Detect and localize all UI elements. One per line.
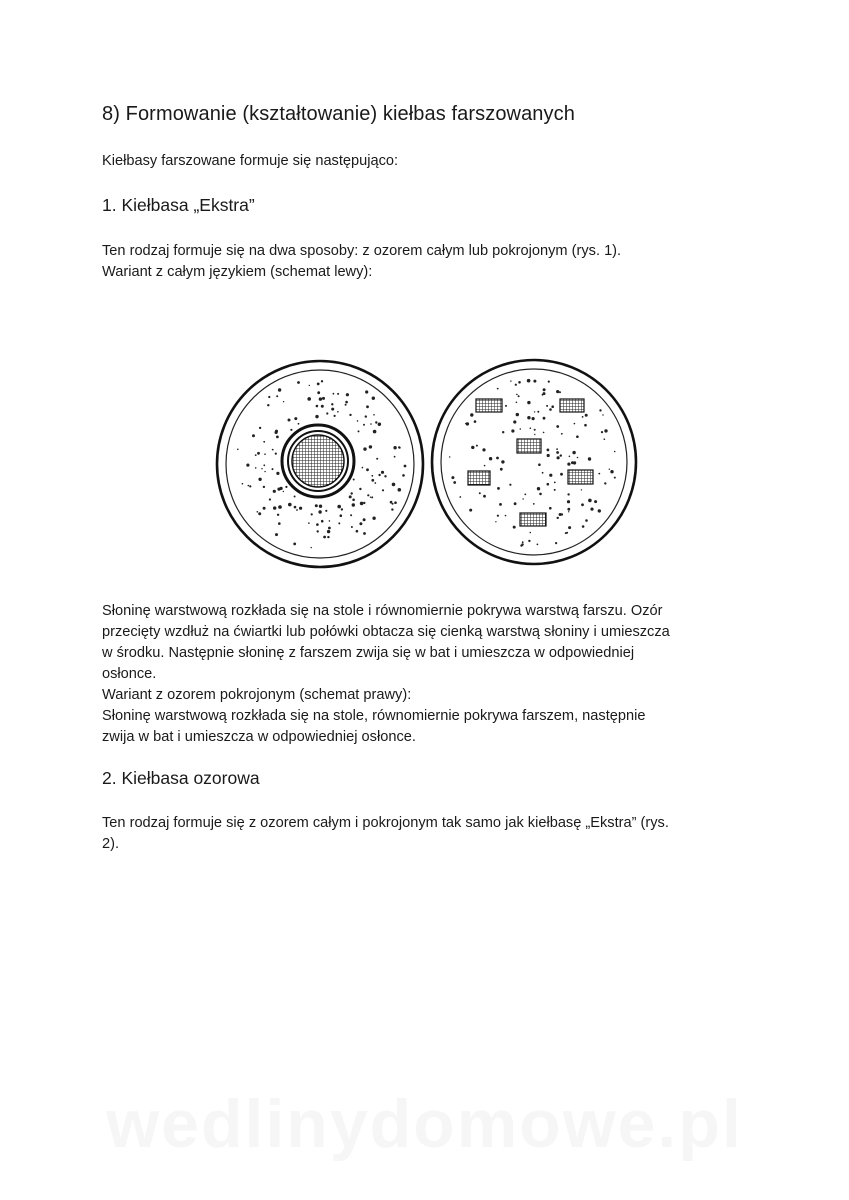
section-1-line-4: przecięty wzdłuż na ćwiartki lub połówki obtacza się cienką warstwą słoniny i umieszcza	[102, 624, 670, 640]
fat-speck	[371, 496, 373, 498]
fat-speck	[556, 451, 559, 454]
fat-speck	[581, 489, 582, 490]
fat-speck	[363, 447, 366, 450]
fat-speck	[546, 405, 548, 407]
fat-speck	[316, 523, 319, 526]
fat-speck	[296, 509, 298, 511]
fat-speck	[294, 496, 296, 498]
fat-speck	[614, 451, 616, 453]
fat-speck	[317, 391, 320, 394]
watermark: wedlinydomowe.pl	[106, 1086, 743, 1162]
fat-speck	[482, 448, 485, 451]
fat-speck	[511, 429, 514, 432]
fat-speck	[315, 415, 318, 418]
fat-speck	[237, 449, 239, 451]
fat-speck	[557, 456, 560, 459]
fat-speck	[264, 471, 265, 472]
section-2-heading: 2. Kiełbasa ozorowa	[102, 768, 260, 788]
fat-speck	[577, 457, 579, 459]
fat-speck	[311, 547, 312, 548]
fat-speck	[534, 411, 535, 412]
fat-speck	[257, 452, 260, 455]
fat-speck	[278, 505, 282, 509]
fat-speck	[518, 381, 521, 384]
fat-speck	[356, 530, 359, 533]
section-1-line-9: zwija w bat i umieszcza w odpowiedniej osłonce.	[102, 729, 416, 745]
fat-speck	[252, 434, 255, 437]
fat-speck	[533, 503, 535, 505]
fat-speck	[351, 526, 353, 528]
fat-speck	[505, 405, 507, 407]
fat-speck	[370, 497, 371, 498]
section-2-line-2: 2).	[102, 836, 120, 852]
section-2-line-1: Ten rodzaj formuje się z ozorem całym i pokrojonym tak samo jak kiełbasę „Ekstra” (rys.	[102, 815, 669, 831]
fat-speck	[345, 404, 347, 406]
fat-speck	[349, 495, 352, 498]
fat-speck	[516, 394, 518, 396]
section-1-line-5: w środku. Następnie słoninę z farszem zwija się w bat i umieszcza w odpowiedniej	[102, 645, 635, 661]
fat-speck	[572, 451, 575, 454]
fat-speck	[549, 474, 552, 477]
fat-speck	[567, 508, 570, 511]
fat-speck	[378, 423, 381, 426]
fat-speck	[537, 544, 539, 546]
fat-speck	[522, 498, 523, 499]
fat-speck	[537, 487, 540, 490]
fat-speck	[513, 526, 516, 529]
fat-speck	[258, 512, 261, 515]
fat-speck	[341, 508, 343, 510]
sausage-cross-section-figure	[212, 352, 646, 574]
fat-speck	[609, 469, 610, 470]
fat-speck	[520, 544, 522, 546]
section-1-line-2: Wariant z całym językiem (schemat lewy):	[102, 264, 373, 280]
fat-speck	[275, 533, 278, 536]
fat-speck	[497, 515, 499, 517]
section-1-line-7: Wariant z ozorem pokrojonym (schemat prawy):	[102, 687, 412, 703]
fat-speck	[588, 499, 592, 503]
fat-speck	[257, 511, 259, 513]
fat-speck	[255, 467, 257, 469]
fat-speck	[319, 505, 322, 508]
fat-speck	[557, 517, 559, 519]
fat-speck	[329, 520, 331, 522]
fat-speck	[568, 511, 569, 512]
fat-speck	[505, 515, 507, 517]
fat-speck	[559, 513, 562, 516]
fat-speck	[322, 397, 325, 400]
fat-speck	[515, 384, 517, 386]
fat-speck	[277, 488, 280, 491]
fat-speck	[542, 472, 544, 474]
fat-speck	[328, 527, 331, 530]
fat-speck	[367, 494, 369, 496]
fat-speck	[495, 521, 496, 522]
fat-speck	[276, 472, 279, 475]
fat-speck	[275, 453, 277, 455]
fat-speck	[604, 482, 606, 484]
fat-speck	[590, 508, 593, 511]
section-1-heading: 1. Kiełbasa „Ekstra”	[102, 195, 255, 215]
fat-speck	[483, 495, 486, 498]
fat-speck	[308, 522, 310, 524]
fat-speck	[556, 425, 559, 428]
fat-speck	[547, 449, 550, 452]
fat-speck	[514, 502, 517, 505]
fat-speck	[582, 525, 585, 528]
fat-speck	[527, 401, 530, 404]
fat-speck	[543, 388, 546, 391]
fat-speck	[604, 429, 607, 432]
fat-speck	[371, 479, 374, 482]
fat-speck	[365, 415, 367, 417]
fat-speck	[349, 414, 351, 416]
section-1-line-1: Ten rodzaj formuje się na dwa sposoby: z ozorem całym lub pokrojonym (rys. 1).	[102, 243, 622, 259]
fat-speck	[315, 504, 318, 507]
fat-speck	[293, 543, 296, 546]
fat-speck	[381, 471, 384, 474]
fat-speck	[363, 518, 366, 521]
fat-speck	[610, 470, 613, 473]
fat-speck	[534, 429, 536, 431]
fat-speck	[264, 453, 266, 455]
fat-speck	[520, 428, 522, 430]
fat-speck	[285, 486, 287, 488]
fat-speck	[499, 503, 502, 506]
fat-speck	[559, 391, 561, 393]
fat-speck	[614, 477, 616, 479]
fat-speck	[375, 421, 377, 423]
fat-speck	[516, 402, 518, 404]
fat-speck	[268, 396, 270, 398]
fat-speck	[537, 411, 539, 413]
fat-speck	[530, 427, 532, 429]
fat-speck	[353, 479, 355, 481]
fat-speck	[530, 532, 532, 534]
fat-speck	[376, 458, 378, 460]
fat-speck	[471, 446, 474, 449]
fat-speck	[594, 500, 597, 503]
fat-speck	[554, 482, 556, 484]
fat-speck	[534, 434, 535, 435]
fat-speck	[374, 482, 376, 484]
fat-speck	[384, 475, 386, 477]
fat-speck	[556, 390, 559, 393]
fat-speck	[497, 388, 499, 390]
fat-speck	[484, 465, 486, 467]
fat-speck	[393, 446, 396, 449]
fat-speck	[372, 517, 375, 520]
fat-speck	[331, 408, 334, 411]
fat-speck	[533, 380, 536, 383]
fat-speck	[276, 436, 279, 439]
fat-speck	[298, 423, 300, 425]
fat-speck	[299, 507, 302, 510]
fat-speck	[585, 519, 588, 522]
fat-speck	[275, 431, 278, 434]
fat-speck	[576, 435, 579, 438]
fat-speck	[290, 429, 292, 431]
whole-tongue-center	[282, 425, 354, 497]
fat-speck	[392, 483, 396, 487]
fat-speck	[561, 433, 563, 435]
fat-speck	[373, 414, 375, 416]
fat-speck	[372, 397, 375, 400]
fat-speck	[365, 390, 368, 393]
fat-speck	[351, 492, 353, 494]
fat-speck	[497, 487, 500, 490]
fat-speck	[584, 424, 587, 427]
fat-speck	[373, 430, 377, 434]
fat-speck	[334, 415, 336, 417]
fat-speck	[551, 405, 554, 408]
fat-speck	[360, 502, 364, 506]
fat-speck	[363, 424, 365, 426]
fat-speck	[568, 526, 571, 529]
fat-speck	[398, 488, 402, 492]
fat-speck	[549, 507, 552, 510]
fat-speck	[350, 514, 352, 516]
fat-speck	[566, 532, 568, 534]
fat-speck	[554, 489, 556, 491]
fat-speck	[501, 460, 504, 463]
fat-speck	[325, 510, 327, 512]
section-1-line-6: osłonce.	[102, 666, 157, 682]
fat-speck	[316, 405, 319, 408]
fat-speck	[547, 454, 550, 457]
fat-speck	[273, 506, 276, 509]
fat-speck	[249, 485, 251, 487]
fat-speck	[337, 411, 339, 413]
page-title: 8) Formowanie (kształtowanie) kiełbas farszowanych	[102, 103, 575, 125]
fat-speck	[516, 413, 519, 416]
fat-speck	[604, 438, 606, 440]
fat-speck	[283, 491, 284, 492]
left-cross-section	[217, 361, 423, 567]
fat-speck	[371, 475, 373, 477]
fat-speck	[459, 496, 461, 498]
fat-speck	[269, 498, 271, 500]
fat-speck	[469, 509, 472, 512]
fat-speck	[466, 422, 469, 425]
fat-speck	[359, 522, 362, 525]
fat-speck	[489, 457, 492, 460]
fat-speck	[496, 457, 499, 460]
fat-speck	[392, 503, 394, 505]
fat-speck	[394, 456, 396, 458]
fat-speck	[567, 463, 570, 466]
fat-speck	[288, 419, 291, 422]
fat-speck	[585, 414, 588, 417]
fat-speck	[346, 393, 349, 396]
fat-speck	[502, 431, 504, 433]
fat-speck	[248, 485, 250, 487]
fat-speck	[588, 457, 591, 460]
fat-speck	[543, 417, 546, 420]
fat-speck	[549, 408, 552, 411]
fat-speck	[527, 379, 531, 383]
fat-speck	[294, 506, 297, 509]
fat-speck	[378, 474, 380, 476]
fat-speck	[449, 456, 450, 457]
fat-speck	[394, 501, 397, 504]
fat-speck	[327, 530, 330, 533]
fat-speck	[307, 397, 311, 401]
fat-speck	[337, 393, 339, 395]
fat-speck	[327, 536, 329, 538]
fat-speck	[548, 381, 550, 383]
fat-speck	[273, 490, 276, 493]
fat-speck	[476, 445, 478, 447]
fat-speck	[382, 489, 384, 491]
fat-speck	[363, 532, 366, 535]
right-cross-section	[432, 360, 636, 564]
fat-speck	[538, 463, 541, 466]
fat-speck	[255, 454, 257, 456]
fat-speck	[317, 383, 320, 386]
fat-speck	[582, 416, 584, 418]
fat-speck	[263, 486, 265, 488]
fat-speck	[391, 501, 393, 503]
fat-speck	[278, 522, 281, 525]
section-1-line-8: Słoninę warstwową rozkłada się na stole, równomiernie pokrywa farszem, następnie	[102, 708, 646, 724]
fat-speck	[528, 540, 530, 542]
fat-speck	[357, 420, 359, 422]
fat-speck	[599, 409, 601, 411]
fat-speck	[363, 502, 365, 504]
fat-speck	[272, 449, 274, 451]
fat-speck	[543, 432, 545, 434]
fat-speck	[340, 514, 343, 517]
fat-speck	[258, 478, 261, 481]
fat-speck	[539, 493, 542, 496]
fat-speck	[366, 405, 369, 408]
fat-speck	[567, 500, 570, 503]
fat-speck	[510, 380, 511, 381]
fat-speck	[602, 414, 603, 415]
fat-speck	[326, 412, 328, 414]
fat-speck	[263, 507, 266, 510]
section-1-line-3: Słoninę warstwową rozkłada się na stole i równomiernie pokrywa warstwą farszu. Ozór	[102, 603, 663, 619]
fat-speck	[567, 493, 569, 495]
fat-speck	[263, 464, 265, 466]
fat-speck	[556, 448, 558, 450]
fat-speck	[352, 503, 355, 506]
fat-speck	[513, 420, 516, 423]
fat-speck	[267, 404, 269, 406]
fat-speck	[337, 505, 341, 509]
fat-speck	[259, 427, 261, 429]
fat-speck	[598, 473, 600, 475]
fat-speck	[321, 520, 324, 523]
fat-speck	[522, 541, 524, 543]
fat-speck	[345, 401, 348, 404]
fat-speck	[518, 395, 520, 397]
fat-speck	[547, 483, 550, 486]
fat-speck	[601, 431, 603, 433]
fat-speck	[321, 405, 324, 408]
fat-speck	[362, 467, 364, 469]
fat-speck	[509, 484, 511, 486]
fat-speck	[311, 513, 313, 515]
fat-speck	[331, 403, 333, 405]
fat-speck	[569, 456, 571, 458]
fat-speck	[338, 522, 340, 524]
fat-speck	[246, 464, 249, 467]
fat-speck	[532, 417, 535, 420]
fat-speck	[321, 380, 323, 382]
fat-speck	[276, 395, 278, 397]
fat-speck	[451, 476, 454, 479]
fat-speck	[288, 503, 292, 507]
fat-speck	[369, 445, 372, 448]
fat-speck	[479, 492, 481, 494]
fat-speck	[391, 508, 393, 510]
fat-speck	[598, 509, 601, 512]
fat-speck	[263, 441, 265, 443]
fat-speck	[573, 461, 576, 464]
fat-speck	[402, 474, 405, 477]
fat-speck	[297, 381, 300, 384]
fat-speck	[283, 401, 284, 402]
fat-speck	[543, 392, 546, 395]
fat-speck	[323, 536, 326, 539]
fat-speck	[261, 468, 262, 469]
fat-speck	[294, 417, 297, 420]
fat-speck	[242, 483, 244, 485]
fat-speck	[399, 447, 401, 449]
fat-speck	[272, 468, 274, 470]
fat-speck	[524, 494, 526, 496]
fat-speck	[319, 397, 322, 400]
fat-speck	[581, 503, 584, 506]
fat-speck	[370, 423, 372, 425]
fat-speck	[555, 542, 557, 544]
fat-speck	[309, 385, 310, 386]
fat-speck	[574, 423, 576, 425]
fat-speck	[560, 454, 562, 456]
intro-paragraph: Kiełbasy farszowane formuje się następująco:	[102, 153, 399, 169]
fat-speck	[317, 530, 319, 532]
fat-speck	[358, 430, 360, 432]
fat-speck	[278, 388, 281, 391]
fat-speck	[474, 420, 477, 423]
fat-speck	[404, 465, 407, 468]
fat-speck	[527, 416, 530, 419]
fat-speck	[359, 488, 361, 490]
fat-speck	[366, 468, 369, 471]
fat-speck	[453, 481, 456, 484]
fat-speck	[470, 413, 473, 416]
fat-speck	[560, 473, 563, 476]
fat-speck	[352, 499, 355, 502]
fat-speck	[318, 510, 321, 513]
fat-speck	[500, 468, 503, 471]
fat-speck	[277, 514, 279, 516]
fat-speck	[333, 393, 335, 395]
